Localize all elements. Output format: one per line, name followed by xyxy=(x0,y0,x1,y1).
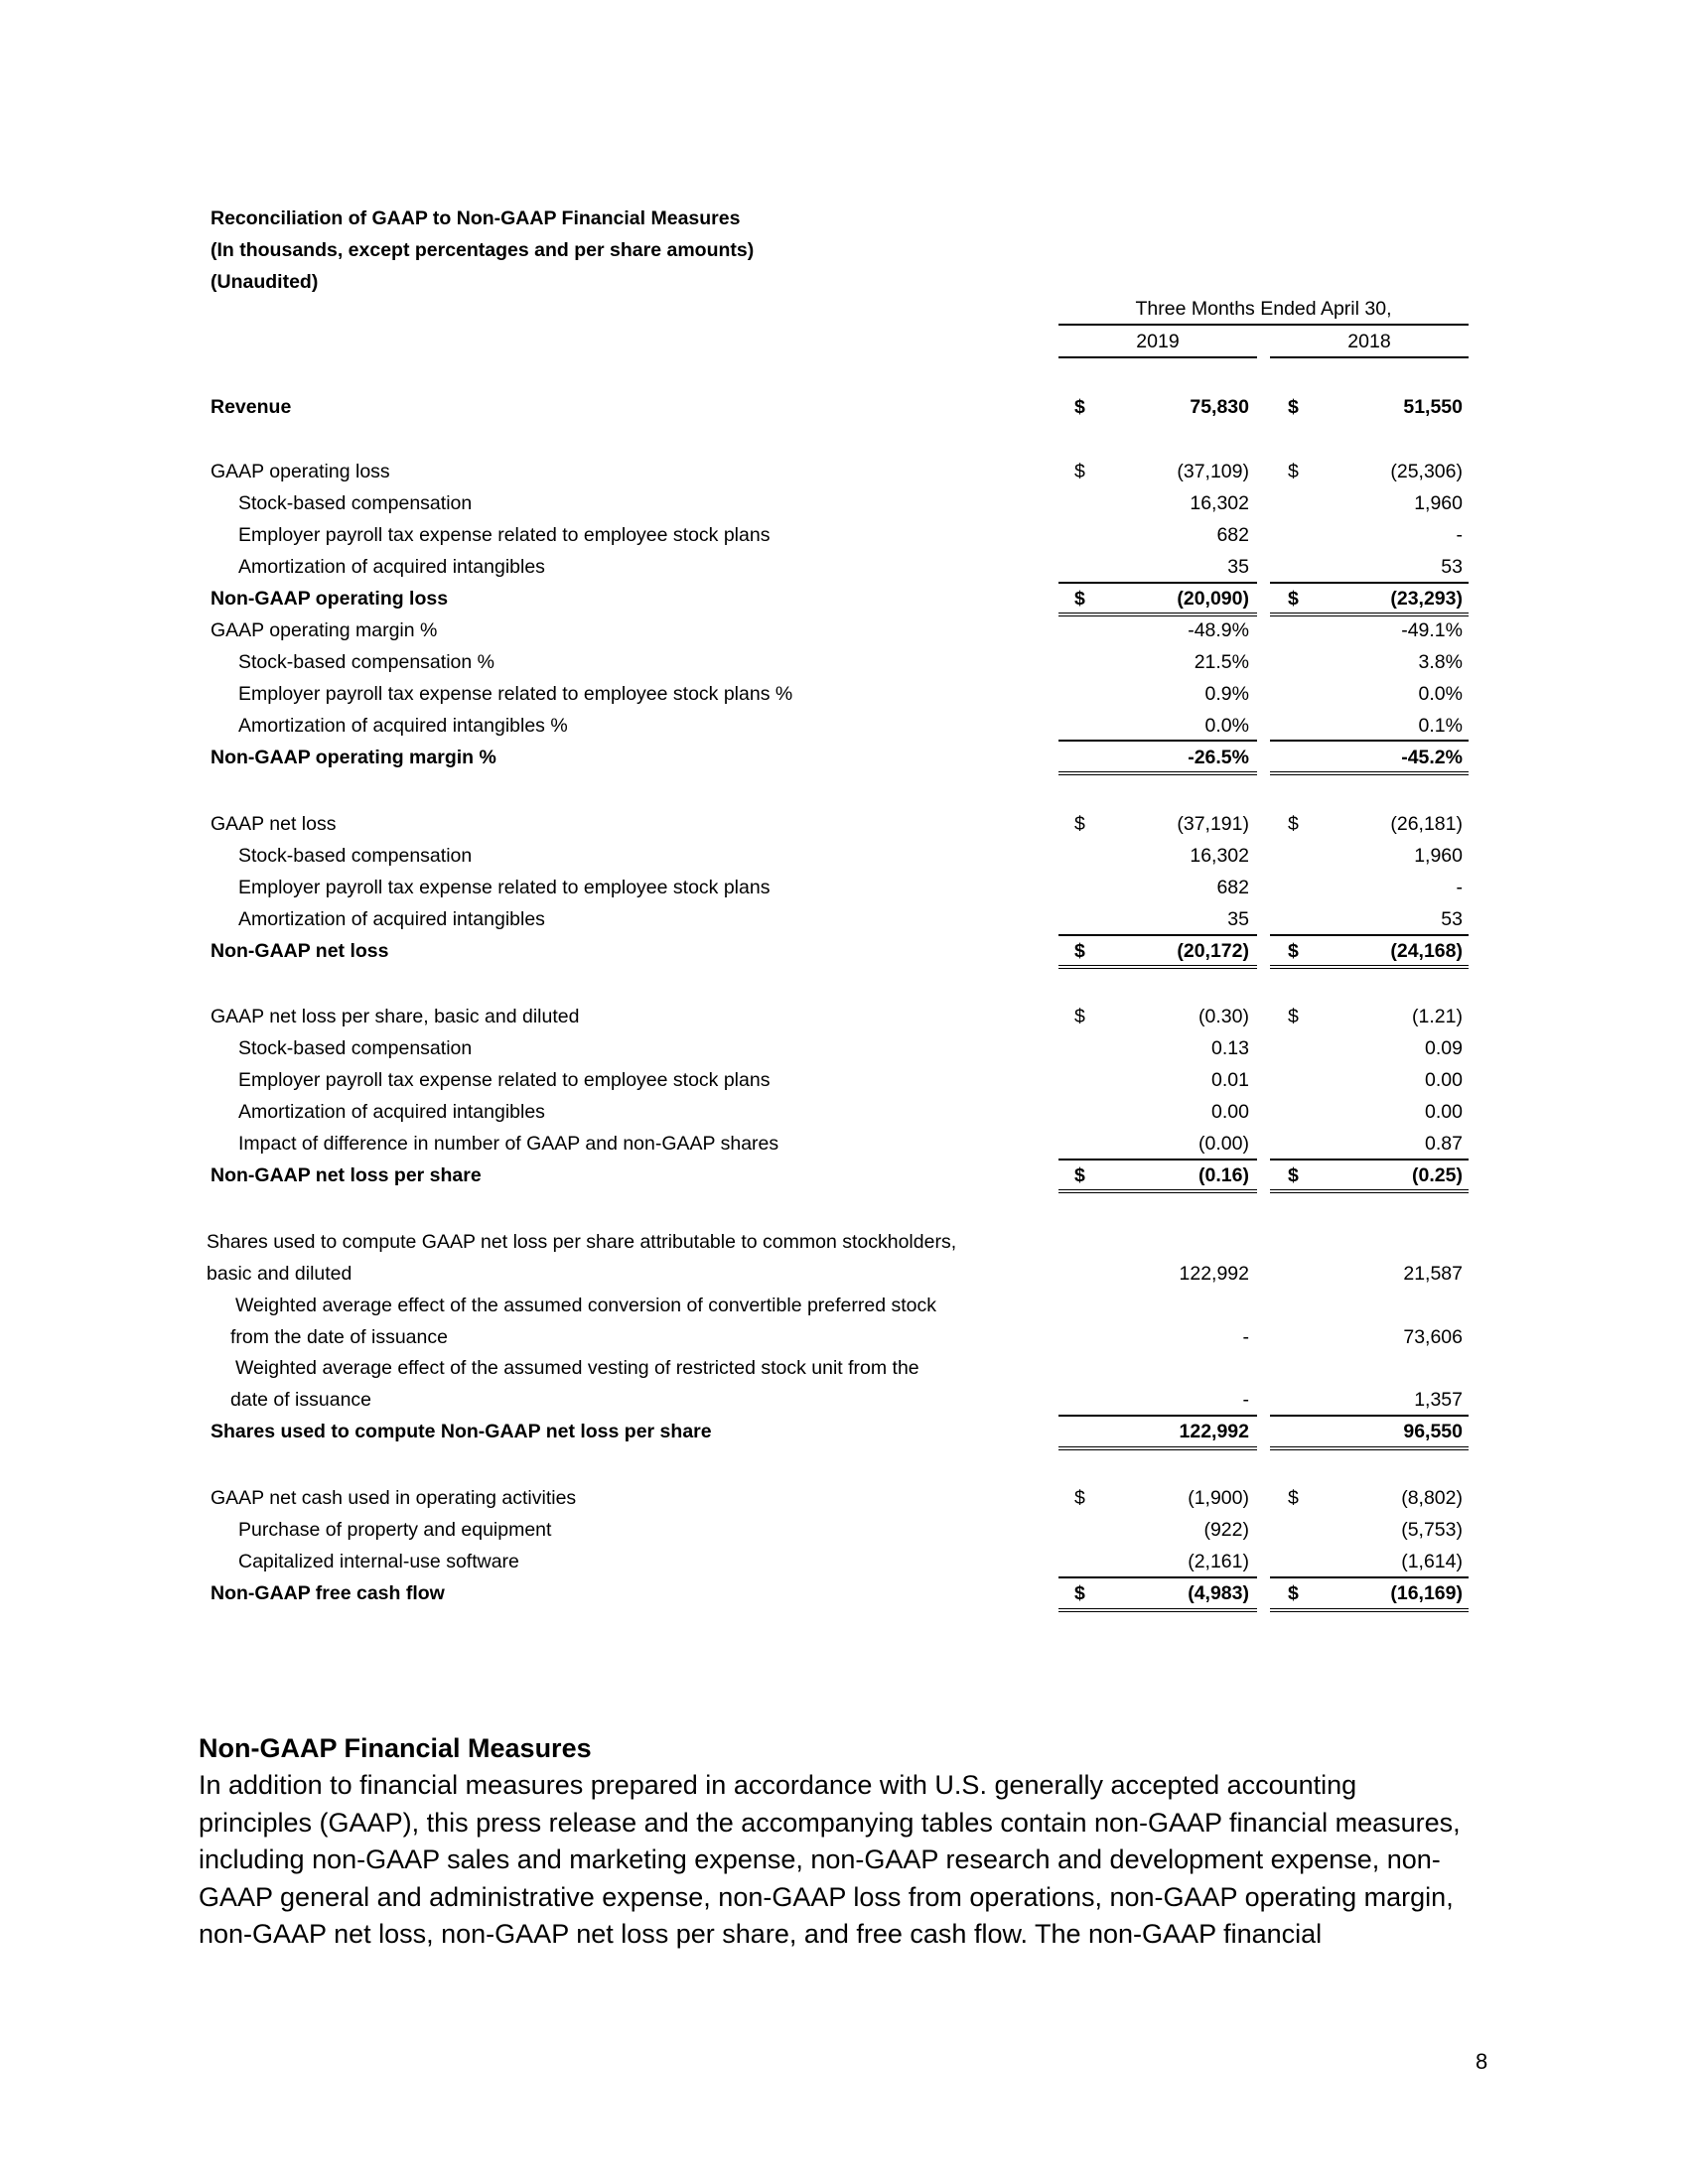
row-label: Amortization of acquired intangibles % xyxy=(238,715,568,737)
value-2019: 682 xyxy=(1216,877,1249,898)
table-row xyxy=(0,1384,1688,1416)
table-row xyxy=(0,1577,1688,1609)
double-underline xyxy=(1058,1189,1257,1193)
value-2018: 1,357 xyxy=(1414,1389,1463,1411)
row-label: Stock-based compensation xyxy=(238,845,473,867)
value-2019: - xyxy=(1242,1326,1249,1348)
table-row xyxy=(0,646,1688,678)
row-label: Capitalized internal-use software xyxy=(238,1551,519,1572)
double-underline xyxy=(1270,771,1469,775)
value-2018: 1,960 xyxy=(1414,845,1463,867)
double-underline xyxy=(1270,1189,1469,1193)
value-2018: 53 xyxy=(1441,908,1463,930)
value-2019: 682 xyxy=(1216,524,1249,546)
row-label: from the date of issuance xyxy=(230,1326,448,1348)
row-label: Employer payroll tax expense related to employee stock plans xyxy=(238,524,771,546)
value-2019: - xyxy=(1242,1389,1249,1411)
value-2018: (1,614) xyxy=(1401,1551,1463,1572)
table-row xyxy=(0,551,1688,583)
paragraph-line: non-GAAP net loss, non-GAAP net loss per share, and free cash flow. The non-GAAP financial xyxy=(199,1919,1323,1949)
value-2019: 0.9% xyxy=(1204,683,1249,705)
value-2019: 21.5% xyxy=(1194,651,1249,673)
row-label: GAAP net loss xyxy=(211,813,337,835)
total-underline xyxy=(1270,934,1469,936)
row-label: Weighted average effect of the assumed conversion of convertible preferred stock xyxy=(235,1295,937,1316)
page-number: 8 xyxy=(1476,2049,1488,2074)
row-label: Revenue xyxy=(211,396,292,418)
table-row xyxy=(0,1546,1688,1577)
table-row xyxy=(0,808,1688,840)
value-2018: (5,753) xyxy=(1401,1519,1463,1541)
row-label: Stock-based compensation xyxy=(238,492,473,514)
currency-2018: $ xyxy=(1288,1164,1299,1186)
value-2019: 35 xyxy=(1227,908,1249,930)
paragraph-line: including non-GAAP sales and marketing expense, non-GAAP research and development expense, non- xyxy=(199,1844,1441,1874)
row-label: Shares used to compute GAAP net loss per share attributable to common stockholders, xyxy=(207,1231,957,1253)
value-2018: 3.8% xyxy=(1418,651,1463,673)
table-row xyxy=(0,742,1688,773)
value-2019: (0.16) xyxy=(1198,1164,1249,1186)
table-row xyxy=(0,1514,1688,1546)
currency-2019: $ xyxy=(1074,588,1085,610)
column-header-2018: 2018 xyxy=(1270,329,1469,358)
value-2018: 53 xyxy=(1441,556,1463,578)
value-2019: 16,302 xyxy=(1190,845,1249,867)
value-2018: (16,169) xyxy=(1390,1582,1463,1604)
table-row xyxy=(0,1001,1688,1032)
currency-2018: $ xyxy=(1288,396,1299,418)
table-row xyxy=(0,391,1688,423)
row-label: Shares used to compute Non-GAAP net loss per share xyxy=(211,1421,712,1442)
value-2018: -49.1% xyxy=(1401,619,1463,641)
value-2019: 75,830 xyxy=(1190,396,1249,418)
table-row xyxy=(0,935,1688,967)
value-2019: -48.9% xyxy=(1188,619,1249,641)
value-2019: (2,161) xyxy=(1188,1551,1249,1572)
currency-2018: $ xyxy=(1288,588,1299,610)
currency-2018: $ xyxy=(1288,1006,1299,1027)
value-2018: 0.1% xyxy=(1418,715,1463,737)
total-underline xyxy=(1058,582,1257,584)
value-2019: 0.00 xyxy=(1211,1101,1249,1123)
double-underline xyxy=(1270,965,1469,969)
paragraph-line: GAAP general and administrative expense, non-GAAP loss from operations, non-GAAP operating margin, xyxy=(199,1881,1454,1912)
double-underline xyxy=(1270,613,1469,616)
value-2018: 21,587 xyxy=(1403,1263,1463,1285)
total-underline xyxy=(1270,582,1469,584)
table-row xyxy=(0,1064,1688,1096)
value-2018: 51,550 xyxy=(1403,396,1463,418)
value-2019: 16,302 xyxy=(1190,492,1249,514)
value-2018: 0.87 xyxy=(1425,1133,1463,1155)
value-2018: 73,606 xyxy=(1403,1326,1463,1348)
currency-2019: $ xyxy=(1074,1582,1085,1604)
value-2018: 0.09 xyxy=(1425,1037,1463,1059)
table-row xyxy=(0,1226,1688,1258)
value-2018: (0.25) xyxy=(1412,1164,1463,1186)
row-label: Amortization of acquired intangibles xyxy=(238,1101,545,1123)
value-2019: 122,992 xyxy=(1179,1263,1249,1285)
table-row xyxy=(0,1032,1688,1064)
row-label: Non-GAAP net loss xyxy=(211,940,389,962)
row-label: Non-GAAP operating loss xyxy=(211,588,449,610)
value-2019: (37,109) xyxy=(1177,461,1249,482)
table-row xyxy=(0,1290,1688,1321)
currency-2018: $ xyxy=(1288,813,1299,835)
table-row xyxy=(0,487,1688,519)
table-row xyxy=(0,710,1688,742)
value-2018: (8,802) xyxy=(1401,1487,1463,1509)
currency-2019: $ xyxy=(1074,396,1085,418)
section-paragraph xyxy=(199,1767,1489,1954)
currency-2018: $ xyxy=(1288,1487,1299,1509)
row-label: Impact of difference in number of GAAP and non-GAAP shares xyxy=(238,1133,779,1155)
row-label: GAAP net loss per share, basic and diluted xyxy=(211,1006,580,1027)
row-label: Stock-based compensation xyxy=(238,1037,473,1059)
table-row xyxy=(0,1096,1688,1128)
double-underline xyxy=(1270,1608,1469,1612)
double-underline xyxy=(1058,965,1257,969)
table-row xyxy=(0,1321,1688,1353)
value-2019: 122,992 xyxy=(1179,1421,1249,1442)
table-row xyxy=(0,1258,1688,1290)
table-row xyxy=(0,1128,1688,1160)
table-title: Reconciliation of GAAP to Non-GAAP Financial Measures xyxy=(211,207,741,229)
currency-2019: $ xyxy=(1074,1487,1085,1509)
value-2019: (4,983) xyxy=(1188,1582,1249,1604)
column-header-2019: 2019 xyxy=(1058,329,1257,358)
value-2019: 0.13 xyxy=(1211,1037,1249,1059)
value-2019: (20,090) xyxy=(1177,588,1249,610)
paragraph-line: principles (GAAP), this press release and the accompanying tables contain non-GAAP financial measures, xyxy=(199,1807,1461,1838)
double-underline xyxy=(1270,1446,1469,1450)
currency-2019: $ xyxy=(1074,1006,1085,1027)
row-label: GAAP net cash used in operating activities xyxy=(211,1487,577,1509)
total-underline xyxy=(1058,1415,1257,1417)
paragraph-line: In addition to financial measures prepared in accordance with U.S. generally accepted accounting xyxy=(199,1770,1357,1800)
value-2018: (26,181) xyxy=(1390,813,1463,835)
table-row xyxy=(0,583,1688,614)
table-row xyxy=(0,1352,1688,1384)
table-row xyxy=(0,1160,1688,1191)
value-2018: - xyxy=(1456,524,1463,546)
currency-2019: $ xyxy=(1074,1164,1085,1186)
value-2019: 0.01 xyxy=(1211,1069,1249,1091)
double-underline xyxy=(1058,613,1257,616)
value-2019: (0.00) xyxy=(1198,1133,1249,1155)
currency-2019: $ xyxy=(1074,813,1085,835)
row-label: Employer payroll tax expense related to employee stock plans xyxy=(238,877,771,898)
row-label: Non-GAAP net loss per share xyxy=(211,1164,482,1186)
section-heading: Non-GAAP Financial Measures xyxy=(199,1733,592,1763)
table-subtitle: (In thousands, except percentages and per share amounts) xyxy=(211,239,755,261)
period-header: Three Months Ended April 30, xyxy=(1058,296,1469,326)
table-row xyxy=(0,519,1688,551)
table-row xyxy=(0,872,1688,903)
currency-2019: $ xyxy=(1074,940,1085,962)
total-underline xyxy=(1270,740,1469,742)
value-2018: (25,306) xyxy=(1390,461,1463,482)
value-2018: -45.2% xyxy=(1401,747,1463,768)
currency-2018: $ xyxy=(1288,940,1299,962)
total-underline xyxy=(1058,1576,1257,1578)
total-underline xyxy=(1270,1159,1469,1160)
total-underline xyxy=(1270,1576,1469,1578)
row-label: Stock-based compensation % xyxy=(238,651,494,673)
currency-2019: $ xyxy=(1074,461,1085,482)
table-row xyxy=(0,614,1688,646)
row-label: Non-GAAP free cash flow xyxy=(211,1582,445,1604)
total-underline xyxy=(1058,740,1257,742)
row-label: Non-GAAP operating margin % xyxy=(211,747,496,768)
table-titles xyxy=(211,203,754,298)
table-row xyxy=(0,840,1688,872)
value-2018: 0.00 xyxy=(1425,1101,1463,1123)
row-label: Amortization of acquired intangibles xyxy=(238,556,545,578)
value-2019: 35 xyxy=(1227,556,1249,578)
currency-2018: $ xyxy=(1288,1582,1299,1604)
total-underline xyxy=(1270,1415,1469,1417)
row-label: date of issuance xyxy=(230,1389,372,1411)
value-2019: (0.30) xyxy=(1198,1006,1249,1027)
table-note: (Unaudited) xyxy=(211,271,319,293)
row-label: Purchase of property and equipment xyxy=(238,1519,552,1541)
value-2019: 0.0% xyxy=(1204,715,1249,737)
value-2019: -26.5% xyxy=(1188,747,1249,768)
row-label: Employer payroll tax expense related to employee stock plans xyxy=(238,1069,771,1091)
row-label: GAAP operating margin % xyxy=(211,619,438,641)
currency-2018: $ xyxy=(1288,461,1299,482)
row-label: Amortization of acquired intangibles xyxy=(238,908,545,930)
table-row xyxy=(0,1416,1688,1447)
value-2018: 0.00 xyxy=(1425,1069,1463,1091)
value-2019: (20,172) xyxy=(1177,940,1249,962)
row-label: GAAP operating loss xyxy=(211,461,390,482)
value-2018: (1.21) xyxy=(1412,1006,1463,1027)
value-2019: (37,191) xyxy=(1177,813,1249,835)
value-2018: 1,960 xyxy=(1414,492,1463,514)
non-gaap-section xyxy=(199,1729,1489,1954)
row-label: basic and diluted xyxy=(207,1263,352,1285)
double-underline xyxy=(1058,771,1257,775)
double-underline xyxy=(1058,1446,1257,1450)
table-row xyxy=(0,903,1688,935)
row-label: Employer payroll tax expense related to employee stock plans % xyxy=(238,683,793,705)
value-2018: (24,168) xyxy=(1390,940,1463,962)
value-2018: 96,550 xyxy=(1403,1421,1463,1442)
value-2018: (23,293) xyxy=(1390,588,1463,610)
table-row xyxy=(0,678,1688,710)
value-2019: (922) xyxy=(1203,1519,1249,1541)
total-underline xyxy=(1058,934,1257,936)
row-label: Weighted average effect of the assumed vesting of restricted stock unit from the xyxy=(235,1357,919,1379)
value-2018: 0.0% xyxy=(1418,683,1463,705)
table-row xyxy=(0,1482,1688,1514)
value-2019: (1,900) xyxy=(1188,1487,1249,1509)
total-underline xyxy=(1058,1159,1257,1160)
value-2018: - xyxy=(1456,877,1463,898)
table-row xyxy=(0,456,1688,487)
double-underline xyxy=(1058,1608,1257,1612)
